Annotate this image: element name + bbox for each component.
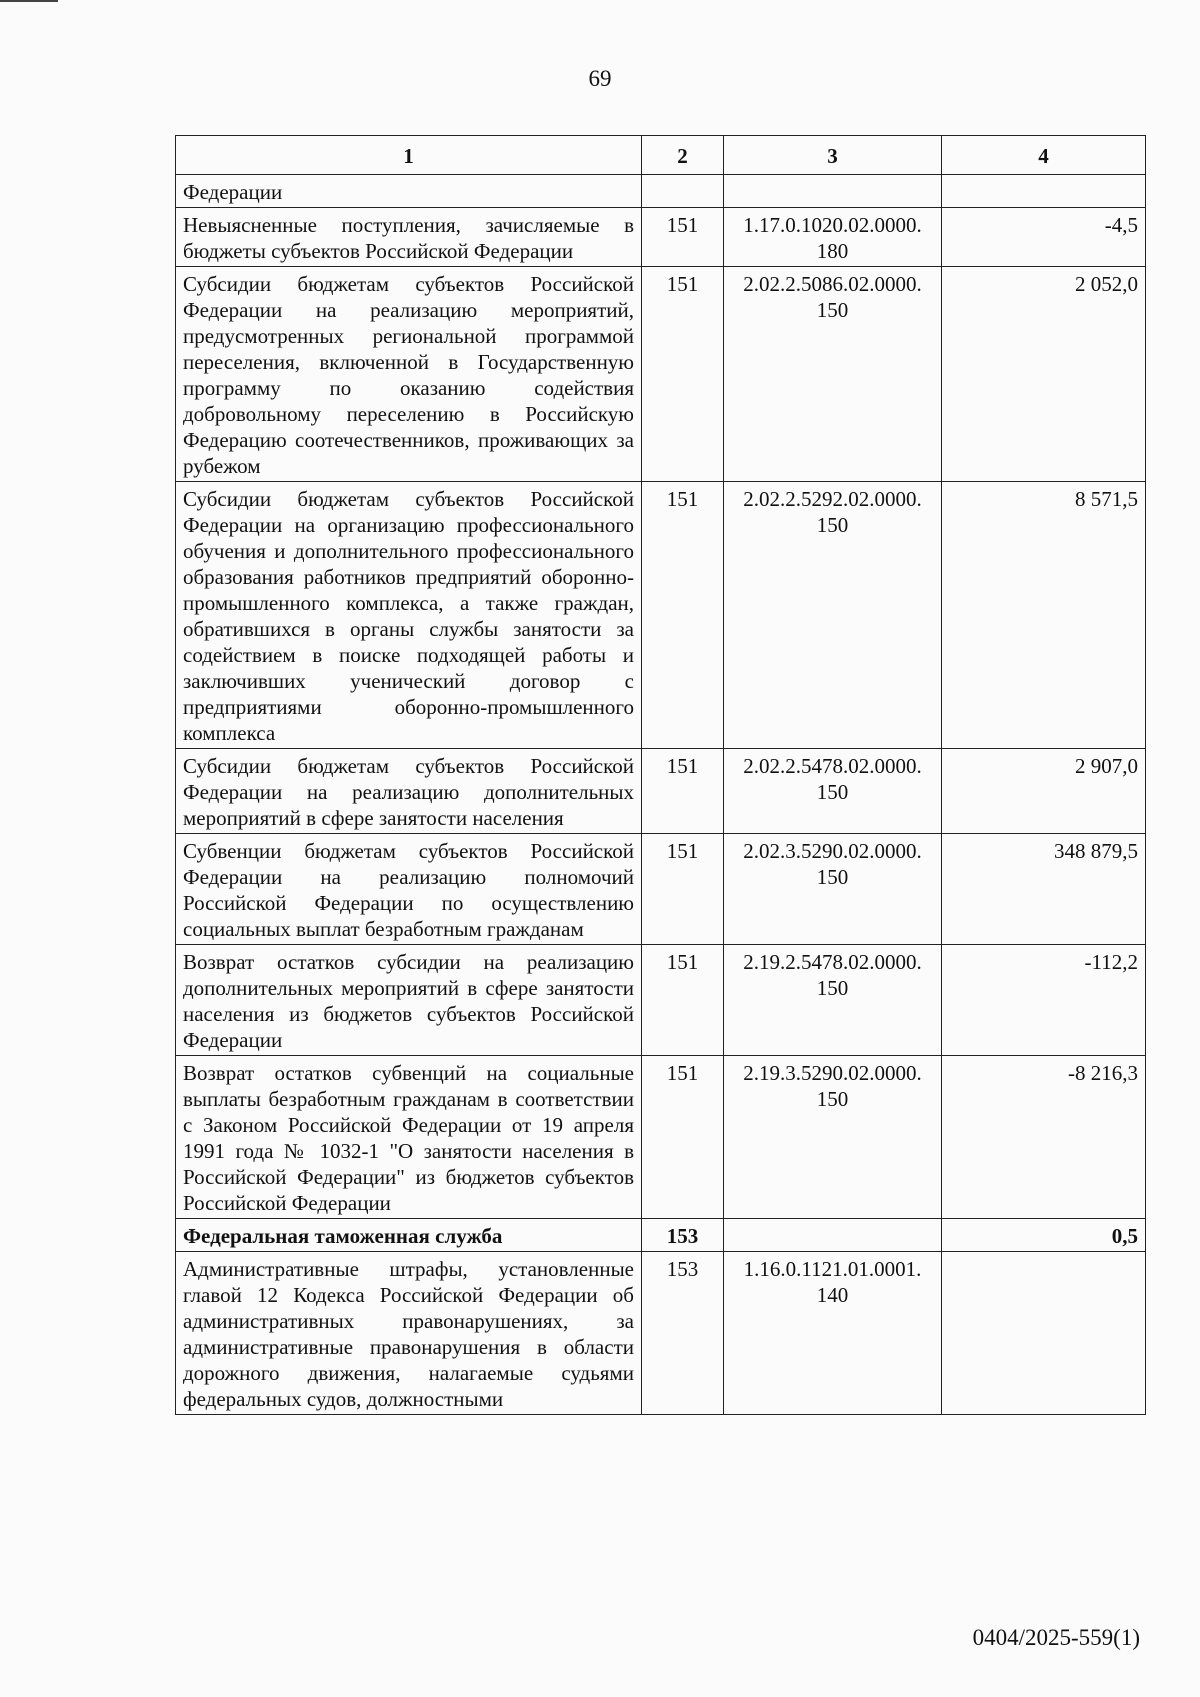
document-number: 0404/2025-559(1): [972, 1625, 1140, 1650]
row-admin-code: 153: [642, 1219, 724, 1252]
table-row: [176, 1252, 1146, 1415]
row-admin-code: 153: [642, 1252, 724, 1415]
row-amount: -112,2: [942, 945, 1146, 1056]
row-description: Субсидии бюджетам субъектов Российской Федерации на организацию профессионального обучения и дополнительного профессионального образования работников предприятий оборонно-промышленного комплекса, а также граждан, обратившихся в органы службы занятости за содействием в поиске подходящей работы и заключивших ученический договор с предприятиями оборонно-промышленного комплекса: [176, 482, 642, 749]
header-col-4: 4: [942, 136, 1146, 175]
row-classification-code: 2.19.2.5478.02.0000. 150: [724, 945, 942, 1056]
row-amount: [942, 175, 1146, 208]
row-amount: [942, 1252, 1146, 1415]
row-classification-code: 2.02.2.5086.02.0000. 150: [724, 267, 942, 482]
table-row: [176, 175, 1146, 208]
table-row: [176, 945, 1146, 1056]
row-classification-code: 2.19.3.5290.02.0000. 150: [724, 1056, 942, 1219]
row-classification-code: 1.17.0.1020.02.0000. 180: [724, 208, 942, 267]
table-row: [176, 1219, 1146, 1252]
row-classification-code: [724, 175, 942, 208]
table-row: [176, 208, 1146, 267]
row-description: Возврат остатков субвенций на социальные выплаты безработным гражданам в соответствии с Законом Российской Федерации от 19 апреля 1991 года № 1032-1 "О занятости населения в Российской Федерации" из бюджетов субъектов Российской Федерации: [176, 1056, 642, 1219]
row-amount: 2 052,0: [942, 267, 1146, 482]
row-classification-code: 2.02.2.5478.02.0000. 150: [724, 749, 942, 834]
row-admin-code: 151: [642, 1056, 724, 1219]
corner-scan-mark: [0, 0, 58, 2]
budget-table: [175, 135, 1146, 1415]
row-amount: 8 571,5: [942, 482, 1146, 749]
row-classification-code: 1.16.0.1121.01.0001. 140: [724, 1252, 942, 1415]
row-amount: 0,5: [942, 1219, 1146, 1252]
table-row: [176, 482, 1146, 749]
row-description: Административные штрафы, установленные главой 12 Кодекса Российской Федерации об административных правонарушениях, за административные правонарушения в области дорожного движения, налагаемые судьями федеральных судов, должностными: [176, 1252, 642, 1415]
row-amount: -4,5: [942, 208, 1146, 267]
row-amount: 2 907,0: [942, 749, 1146, 834]
header-col-3: 3: [724, 136, 942, 175]
header-col-1: 1: [176, 136, 642, 175]
table-row: [176, 267, 1146, 482]
row-description: Субсидии бюджетам субъектов Российской Федерации на реализацию мероприятий, предусмотренных региональной программой переселения, включенной в Государственную программу по оказанию содействия добровольному переселению в Российскую Федерацию соотечественников, проживающих за рубежом: [176, 267, 642, 482]
header-row: [176, 136, 1146, 175]
row-description: Федерации: [176, 175, 642, 208]
table-row: [176, 1056, 1146, 1219]
row-amount: -8 216,3: [942, 1056, 1146, 1219]
row-description: Невыясненные поступления, зачисляемые в бюджеты субъектов Российской Федерации: [176, 208, 642, 267]
row-admin-code: [642, 175, 724, 208]
row-admin-code: 151: [642, 267, 724, 482]
row-description: Субсидии бюджетам субъектов Российской Федерации на реализацию дополнительных мероприятий в сфере занятости населения: [176, 749, 642, 834]
row-classification-code: 2.02.2.5292.02.0000. 150: [724, 482, 942, 749]
header-col-2: 2: [642, 136, 724, 175]
table-row: [176, 749, 1146, 834]
row-description: Возврат остатков субсидии на реализацию дополнительных мероприятий в сфере занятости населения из бюджетов субъектов Российской Федерации: [176, 945, 642, 1056]
row-admin-code: 151: [642, 834, 724, 945]
row-admin-code: 151: [642, 208, 724, 267]
row-admin-code: 151: [642, 482, 724, 749]
row-classification-code: [724, 1219, 942, 1252]
table-row: [176, 834, 1146, 945]
row-description: Федеральная таможенная служба: [176, 1219, 642, 1252]
page-number: 69: [588, 66, 612, 91]
row-amount: 348 879,5: [942, 834, 1146, 945]
row-admin-code: 151: [642, 945, 724, 1056]
row-admin-code: 151: [642, 749, 724, 834]
row-classification-code: 2.02.3.5290.02.0000. 150: [724, 834, 942, 945]
row-description: Субвенции бюджетам субъектов Российской Федерации на реализацию полномочий Российской Федерации по осуществлению социальных выплат безработным гражданам: [176, 834, 642, 945]
